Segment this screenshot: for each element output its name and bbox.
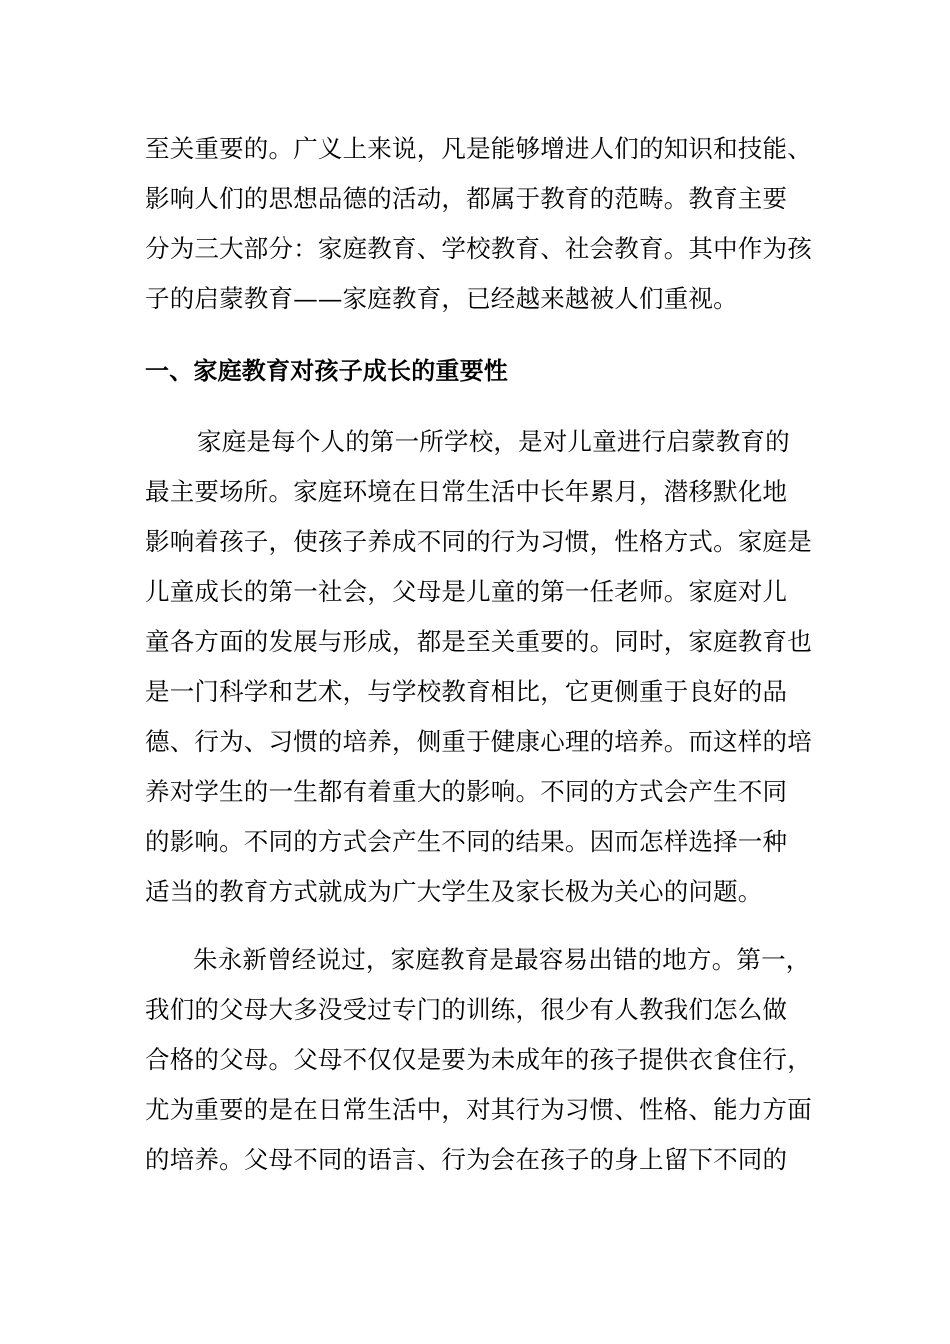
section-heading-block	[145, 346, 825, 396]
text-line: 子的启蒙教育——家庭教育，已经越来越被人们重视。	[145, 284, 738, 313]
text-line: 适当的教育方式就成为广大学生及家长极为关心的问题。	[145, 877, 763, 906]
text-line: 影响人们的思想品德的活动，都属于教育的范畴。教育主要	[145, 184, 788, 213]
paragraph-family-education-importance	[145, 417, 825, 917]
text-line: 的培养。父母不同的语言、行为会在孩子的身上留下不同的	[145, 1145, 788, 1174]
text-line: 朱永新曾经说过，家庭教育是最容易出错的地方。第一，	[193, 945, 811, 974]
text-line: 合格的父母。父母不仅仅是要为未成年的孩子提供衣食住行，	[145, 1045, 812, 1074]
text-line: 是一门科学和艺术，与学校教育相比，它更侧重于良好的品	[145, 677, 788, 706]
text-line: 儿童成长的第一社会，父母是儿童的第一任老师。家庭对儿	[145, 577, 788, 606]
text-line: 影响着孩子，使孩子养成不同的行为习惯，性格方式。家庭是	[145, 527, 812, 556]
text-line: 家庭是每个人的第一所学校，是对儿童进行启蒙教育的	[197, 427, 790, 456]
text-line: 分为三大部分：家庭教育、学校教育、社会教育。其中作为孩	[145, 234, 812, 263]
text-line: 养对学生的一生都有着重大的影响。不同的方式会产生不同	[145, 777, 788, 806]
text-line: 我们的父母大多没受过专门的训练，很少有人教我们怎么做	[145, 995, 788, 1024]
text-line: 德、行为、习惯的培养，侧重于健康心理的培养。而这样的培	[145, 727, 812, 756]
text-line: 尤为重要的是在日常生活中，对其行为习惯、性格、能力方面	[145, 1095, 812, 1124]
paragraph-zhu-yongxin	[145, 935, 825, 1185]
section-heading: 一、家庭教育对孩子成长的重要性	[145, 357, 508, 385]
text-line: 最主要场所。家庭环境在日常生活中长年累月，潜移默化地	[145, 477, 788, 506]
intro-paragraph	[145, 124, 825, 324]
text-line: 童各方面的发展与形成，都是至关重要的。同时，家庭教育也	[145, 627, 812, 656]
text-line: 至关重要的。广义上来说，凡是能够增进人们的知识和技能、	[145, 134, 812, 163]
text-line: 的影响。不同的方式会产生不同的结果。因而怎样选择一种	[145, 827, 788, 856]
